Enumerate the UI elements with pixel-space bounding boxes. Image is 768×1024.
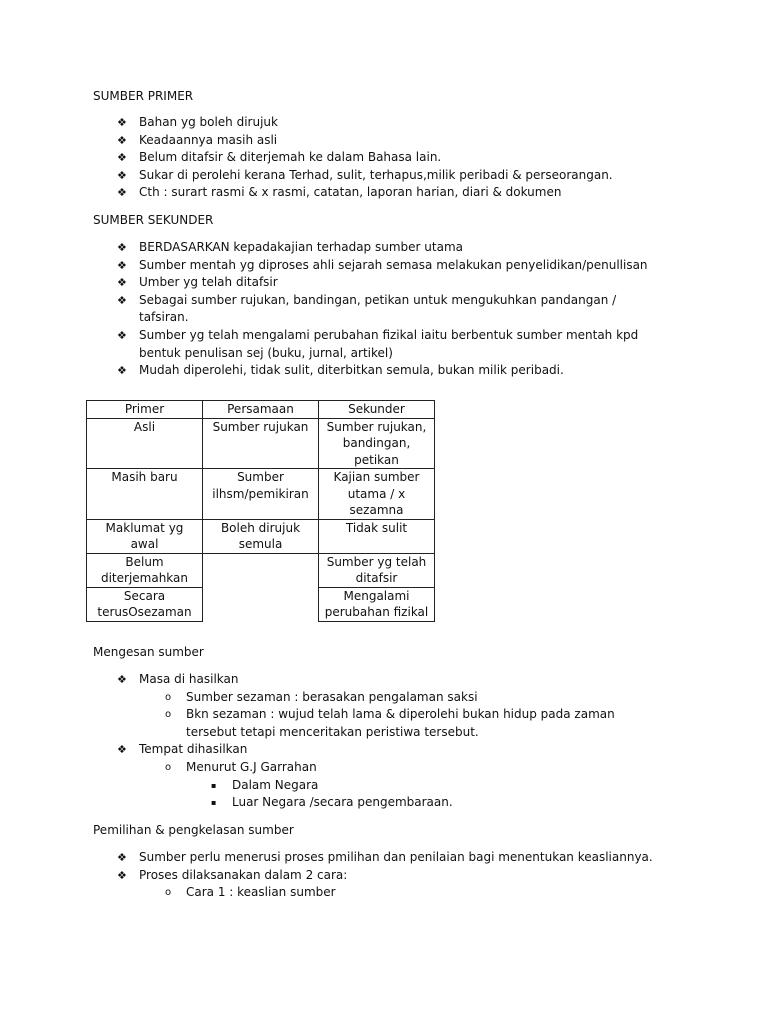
- diamond-bullet-icon: ❖: [117, 868, 127, 882]
- diamond-bullet-icon: ❖: [117, 328, 127, 342]
- list-item: ❖ Mudah diperolehi, tidak sulit, diterbitkan semula, bukan milik peribadi.: [0, 362, 669, 380]
- diamond-bullet-icon: ❖: [117, 241, 127, 254]
- list-item: ▪ Luar Negara /secara pengembaraan.: [0, 794, 666, 812]
- list-item: ❖ Sumber yg telah mengalami perubahan fizikal iaitu berbentuk sumber mentah kpd bentuk penulisan sej (buku, jurnal, artikel): [117, 327, 639, 360]
- primer-list: [0, 114, 613, 202]
- list-item: ❖ Proses dilaksanakan dalam 2 cara:: [0, 867, 653, 885]
- list-item: ❖ Tempat dihasilkan: [0, 741, 666, 759]
- table-row: [87, 519, 435, 553]
- circle-bullet-icon: o: [165, 887, 172, 899]
- table-cell: Belum diterjemahkan: [87, 553, 203, 587]
- table-cell: Sumber rujukan: [203, 418, 319, 469]
- list-item: o Sumber sezaman : berasakan pengalaman saksi: [0, 689, 666, 707]
- diamond-bullet-icon: ❖: [117, 186, 127, 200]
- list-item: ❖ Sumber perlu menerusi proses pmilihan dan penilaian bagi menentukan keasliannya.: [0, 849, 653, 867]
- square-bullet-icon: ▪: [211, 780, 217, 790]
- circle-bullet-icon: o: [165, 761, 172, 773]
- pemilihan-list: [0, 849, 653, 902]
- mengesan-list: [0, 671, 666, 812]
- table-cell: Mengalami perubahan fizikal: [319, 587, 435, 621]
- list-item: o Bkn sezaman : wujud telah lama & diperolehi bukan hidup pada zaman tersebut tetapi menceritakan peristiwa tersebut.: [165, 707, 615, 739]
- diamond-bullet-icon: ❖: [117, 151, 127, 165]
- circle-bullet-icon: o: [165, 709, 172, 721]
- table-row: [87, 553, 435, 587]
- diamond-bullet-icon: ❖: [117, 673, 127, 686]
- table-cell-empty: [203, 553, 319, 587]
- list-item: ❖ BERDASARKAN kepadakajian terhadap sumber utama: [0, 239, 669, 257]
- square-bullet-icon: ▪: [211, 798, 217, 808]
- sekunder-heading: SUMBER SEKUNDER: [93, 213, 214, 227]
- diamond-bullet-icon: ❖: [117, 258, 127, 272]
- table-row: [87, 469, 435, 520]
- mengesan-heading: Mengesan sumber: [93, 645, 204, 659]
- list-item: ❖ Cth : surart rasmi & x rasmi, catatan, laporan harian, diari & dokumen: [0, 184, 613, 202]
- table-row: [87, 587, 435, 621]
- diamond-bullet-icon: ❖: [117, 276, 127, 290]
- list-item: ❖ Bahan yg boleh dirujuk: [0, 114, 613, 132]
- pemilihan-heading: Pemilihan & pengkelasan sumber: [93, 823, 294, 837]
- circle-bullet-icon: o: [165, 691, 172, 703]
- header-primer: Primer: [87, 401, 203, 419]
- list-item: ▪ Dalam Negara: [0, 777, 666, 795]
- primer-heading: SUMBER PRIMER: [93, 89, 194, 103]
- list-item: ❖ Sumber mentah yg diproses ahli sejarah semasa melakukan penyelidikan/penullisan: [0, 257, 669, 275]
- diamond-bullet-icon: ❖: [117, 293, 127, 307]
- comparison-table: [86, 400, 435, 622]
- diamond-bullet-icon: ❖: [117, 851, 127, 864]
- list-item: ❖ Keadaannya masih asli: [0, 132, 613, 150]
- table-cell: Tidak sulit: [319, 519, 435, 553]
- table-row: [87, 418, 435, 469]
- table-cell: Masih baru: [87, 469, 203, 520]
- table-cell: Sumber yg telah ditafsir: [319, 553, 435, 587]
- diamond-bullet-icon: ❖: [117, 168, 127, 182]
- table-cell-empty: [203, 587, 319, 621]
- list-item: ❖ Sukar di perolehi kerana Terhad, sulit, terhapus,milik peribadi & perseorangan.: [0, 167, 613, 185]
- table-cell: Asli: [87, 418, 203, 469]
- table-cell: Secara terusOsezaman: [87, 587, 203, 621]
- table-cell: Kajian sumber utama / x sezamna: [319, 469, 435, 520]
- list-item: o Cara 1 : keaslian sumber: [0, 884, 653, 902]
- header-persamaan: Persamaan: [203, 401, 319, 419]
- table-cell: Sumber ilhsm/pemikiran: [203, 469, 319, 520]
- list-item: ❖ Umber yg telah ditafsir: [0, 274, 669, 292]
- sekunder-list: [0, 239, 669, 380]
- table-header-row: [87, 401, 435, 419]
- diamond-bullet-icon: ❖: [117, 133, 127, 147]
- table-cell: Maklumat yg awal: [87, 519, 203, 553]
- table-cell: Sumber rujukan, bandingan, petikan: [319, 418, 435, 469]
- list-item: ❖ Sebagai sumber rujukan, bandingan, petikan untuk mengukuhkan pandangan / tafsiran.: [117, 292, 617, 325]
- diamond-bullet-icon: ❖: [117, 743, 127, 757]
- table-cell: Boleh dirujuk semula: [203, 519, 319, 553]
- list-item: o Menurut G.J Garrahan: [0, 759, 666, 777]
- list-item: ❖ Masa di hasilkan: [0, 671, 666, 689]
- list-item: ❖ Belum ditafsir & diterjemah ke dalam Bahasa lain.: [0, 149, 613, 167]
- diamond-bullet-icon: ❖: [117, 116, 127, 129]
- diamond-bullet-icon: ❖: [117, 364, 127, 378]
- header-sekunder: Sekunder: [319, 401, 435, 419]
